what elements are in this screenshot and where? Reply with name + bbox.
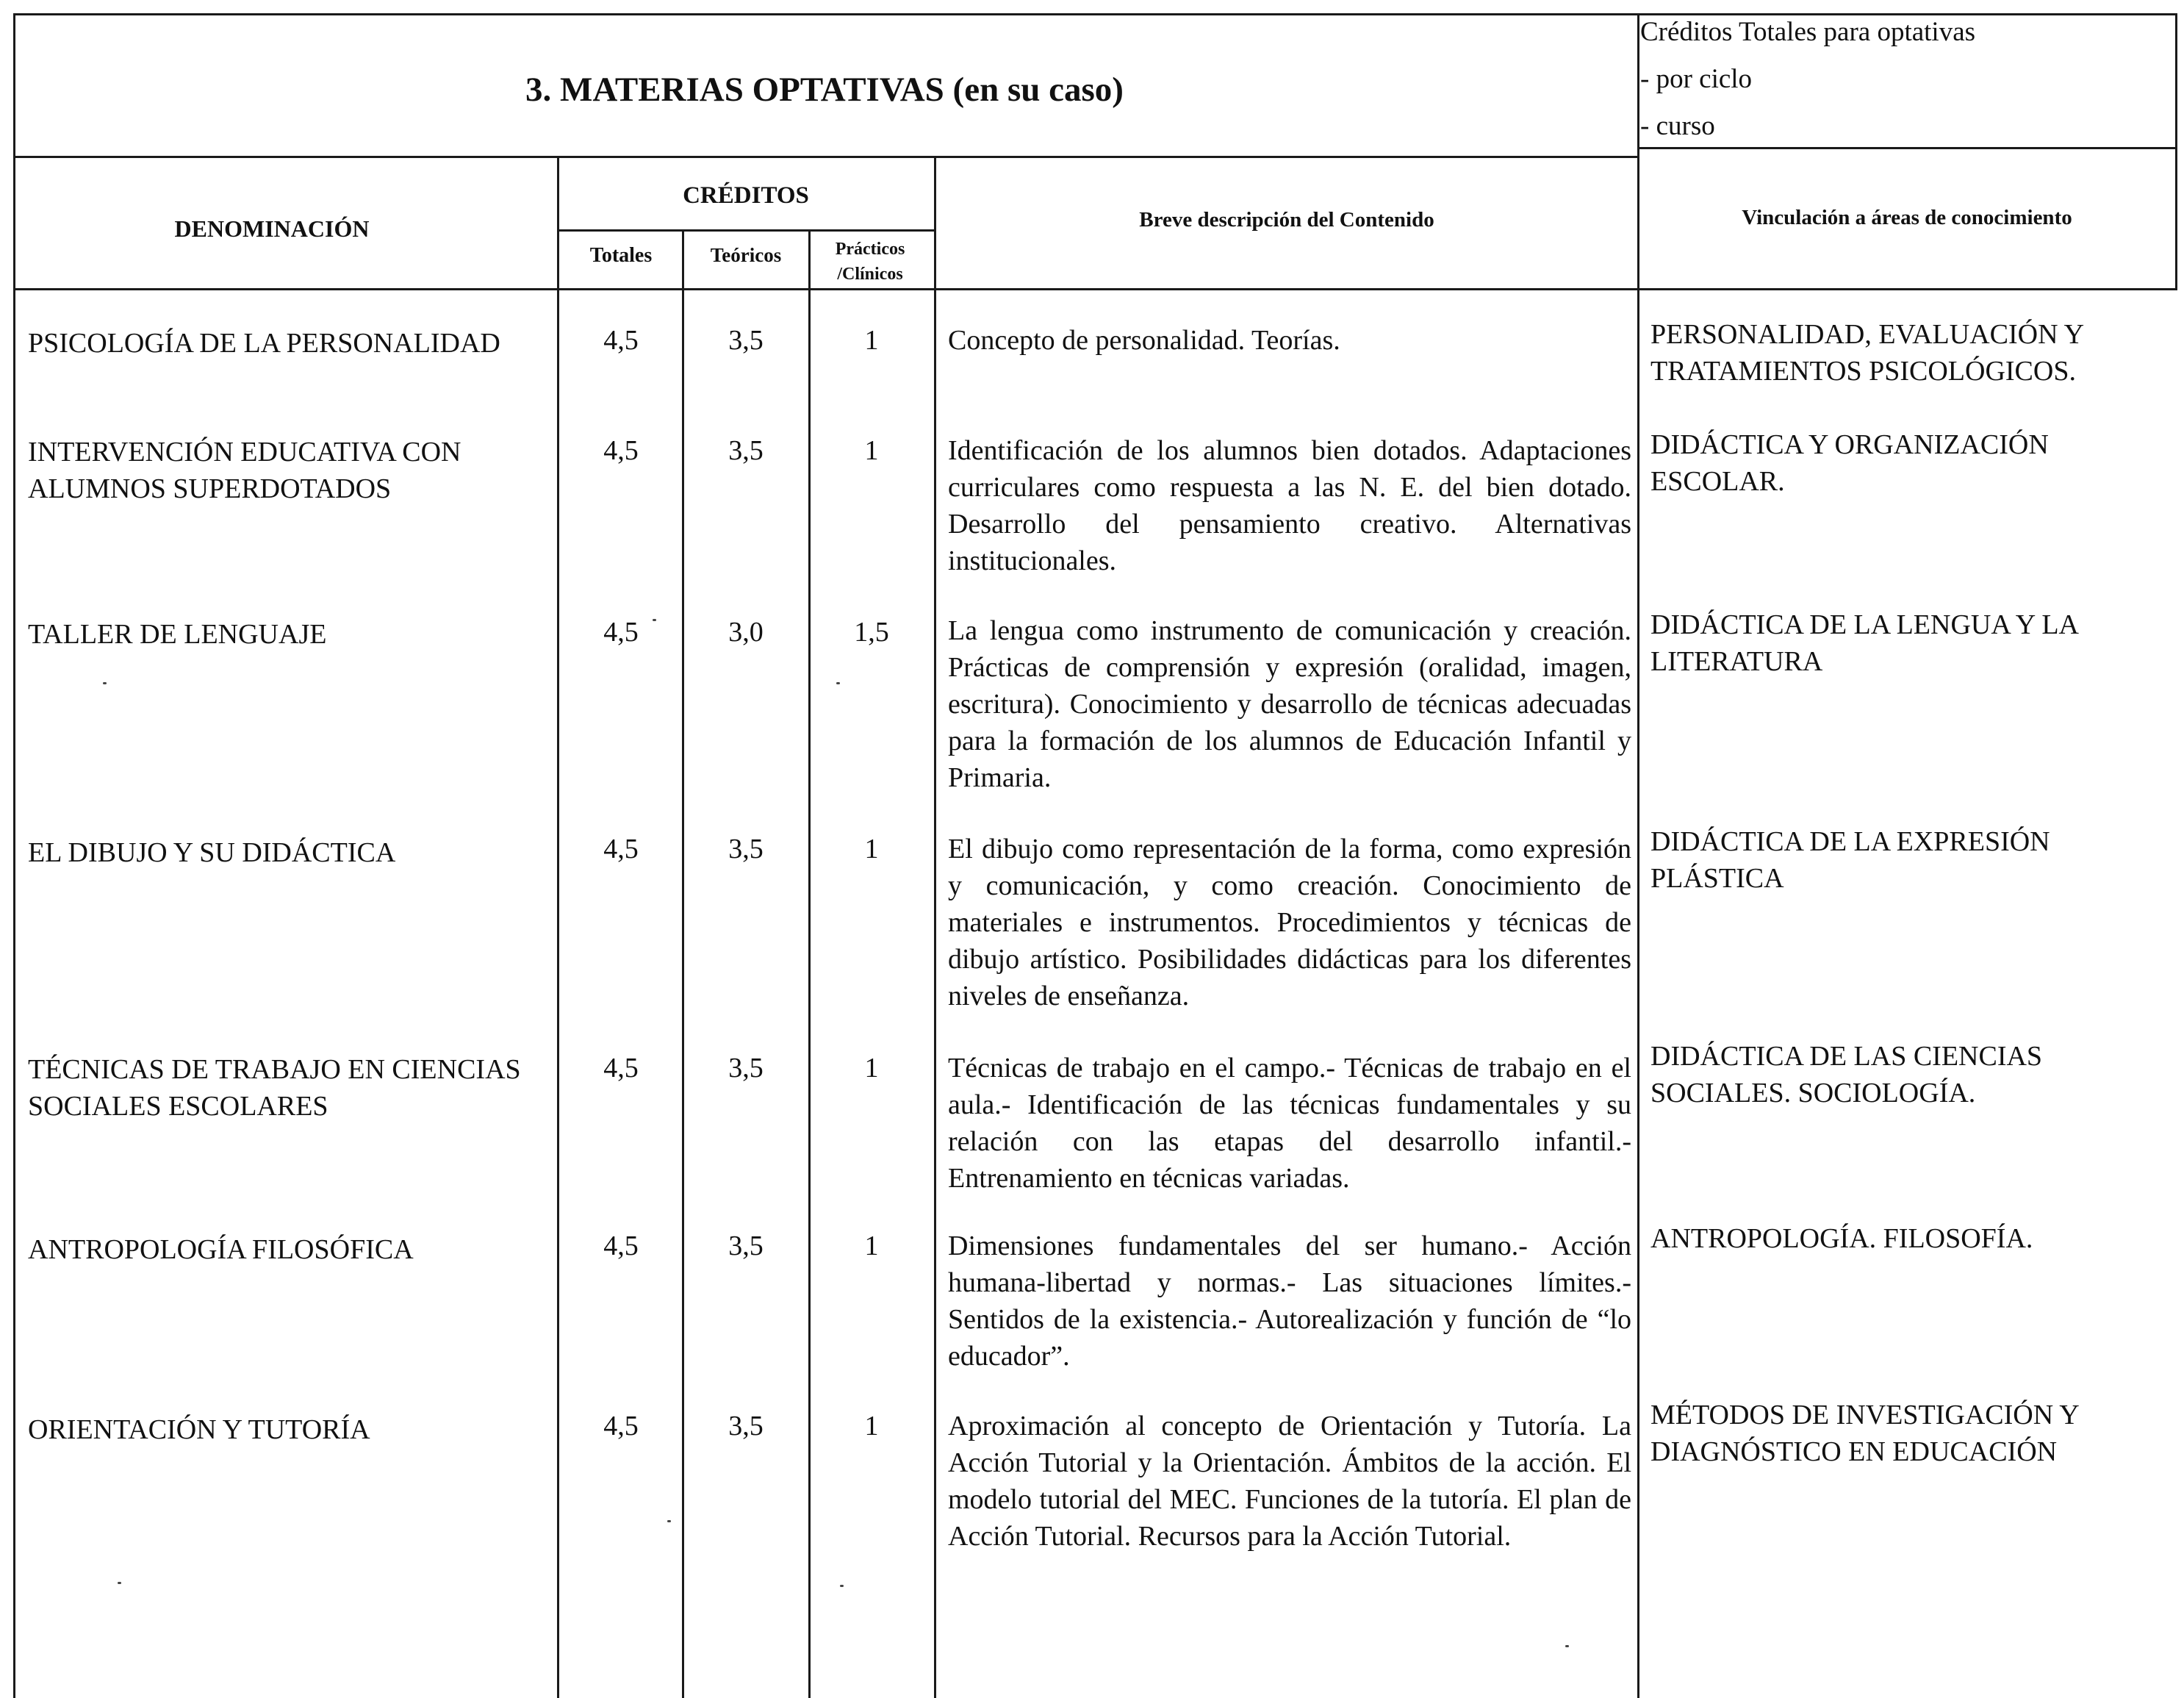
col-divider-teoricos [682,229,684,1698]
table-row-description: Identificación de los alumnos bien dotados. Adaptaciones curriculares como respuesta a las N. E. del bien dotado. Desarrollo del pensamiento creativo. Alternativas institucionales. [948,435,1631,576]
table-row-name: TALLER DE LENGUAJE [28,619,327,650]
table-row-area: ANTROPOLOGÍA. FILOSOFÍA. [1650,1223,2033,1254]
header-denominacion: DENOMINACIÓN [174,215,370,242]
credits-box-heading: Créditos Totales para optativas [1640,17,1976,47]
header-teoricos: Teóricos [710,244,782,266]
table-row-totales: 4,5 [603,617,639,648]
table-row-totales: 4,5 [603,1230,639,1261]
table-row-description: La lengua como instrumento de comunicación y creación. Prácticas de comprensión y expresión (oralidad, imagen, escritura). Conocimiento y desarrollo de técnicas adecuadas para la formación de los alumnos de Educación Infantil y Primaria. [948,615,1631,793]
table-row-totales: 4,5 [603,1053,639,1083]
scan-speck [103,682,107,684]
header-descripcion: Breve descripción del Contenido [1139,208,1434,232]
table-row-name: EL DIBUJO Y SU DIDÁCTICA [28,837,396,868]
right-border [2175,13,2177,289]
table-row-area: PERSONALIDAD, EVALUACIÓN Y TRATAMIENTOS PSICOLÓGICOS. [1650,319,2083,387]
table-row-name: INTERVENCIÓN EDUCATIVA CON ALUMNOS SUPERDOTADOS [28,437,461,504]
title-bottom-border [13,156,1637,158]
table-row-totales: 4,5 [603,435,639,466]
table-row-description: Técnicas de trabajo en el campo.- Técnicas de trabajo en el aula.- Identificación de las técnicas fundamentales y su relación con las etapas del desarrollo infantil.- Entrenamiento en técnicas variadas. [948,1053,1631,1194]
table-row-teoricos: 3,5 [728,1053,764,1083]
table-row-practicos: 1 [864,325,879,356]
optional-credits-box [1640,9,2169,150]
col-divider-vinculacion [1637,13,1639,1698]
table-row-practicos: 1 [864,435,879,466]
scan-speck [118,1582,121,1584]
table-row-practicos: 1 [864,1411,879,1441]
table-row-practicos: 1 [864,834,879,864]
table-row-name: PSICOLOGÍA DE LA PERSONALIDAD [28,328,500,359]
table-row-teoricos: 3,0 [728,617,764,648]
header-totales: Totales [589,244,653,267]
scan-speck [1565,1645,1569,1647]
table-row-practicos: 1 [864,1230,879,1261]
table-row-area: DIDÁCTICA DE LAS CIENCIAS SOCIALES. SOCIOLOGÍA. [1650,1041,2043,1108]
table-row-description: El dibujo como representación de la forma, como expresión y comunicación, y como creación. Conocimiento de materiales e instrumentos. Procedimientos y técnicas de dibujo artístico. Posibilidades didácticas para los diferentes niveles de enseñanza. [948,834,1631,1011]
table-row-practicos: 1 [864,1053,879,1083]
header-practicos: Prácticos /Clínicos [835,240,905,284]
scan-speck [836,682,840,684]
table-row-totales: 4,5 [603,1411,639,1441]
col-divider-totales [557,156,559,1698]
table-row-teoricos: 3,5 [728,1230,764,1261]
table-row-totales: 4,5 [603,325,639,356]
table-row-totales: 4,5 [603,834,639,864]
table-row-description: Aproximación al concepto de Orientación y Tutoría. La Acción Tutorial y la Orientación. Ámbitos de la acción. El modelo tutorial del MEC. Funciones de la tutoría. El plan de Acción Tutorial. Recursos para la Acción Tutorial. [948,1411,1631,1552]
table-row-area: DIDÁCTICA DE LA LENGUA Y LA LITERATURA [1650,609,2077,677]
header-vinculacion: Vinculación a áreas de conocimiento [1742,206,2072,229]
table-row-name: TÉCNICAS DE TRABAJO EN CIENCIAS SOCIALES ESCOLARES [28,1054,521,1122]
col-divider-practicos [808,229,811,1698]
table-row-area: DIDÁCTICA Y ORGANIZACIÓN ESCOLAR. [1650,429,2049,497]
left-border [13,13,15,1698]
credits-box-per-course: - curso [1640,111,1715,141]
table-row-area: DIDÁCTICA DE LA EXPRESIÓN PLÁSTICA [1650,826,2050,894]
table-row-teoricos: 3,5 [728,834,764,864]
header-bottom-border [13,288,2177,290]
table-row-practicos: 1,5 [854,617,889,648]
table-row-teoricos: 3,5 [728,1411,764,1441]
section-title: 3. MATERIAS OPTATIVAS (en su caso) [525,71,1124,109]
col-divider-descripcion [934,156,936,1698]
table-row-name: ANTROPOLOGÍA FILOSÓFICA [28,1234,414,1265]
table-row-description: Concepto de personalidad. Teorías. [948,325,1340,356]
credits-box-per-cycle: - por ciclo [1640,64,1753,94]
scan-speck [840,1585,844,1587]
table-row-name: ORIENTACIÓN Y TUTORÍA [28,1414,370,1445]
scan-speck [667,1520,671,1522]
header-creditos: CRÉDITOS [683,182,809,209]
table-row-description: Dimensiones fundamentales del ser humano.- Acción humana-libertad y normas.- Las situaciones límites.- Sentidos de la existencia.- Autorealización y función de “lo educador”. [948,1230,1631,1372]
scan-speck [653,619,656,621]
table-row-teoricos: 3,5 [728,435,764,466]
creditos-divider [557,229,934,232]
table-row-teoricos: 3,5 [728,325,764,356]
table-row-area: MÉTODOS DE INVESTIGACIÓN Y DIAGNÓSTICO EN EDUCACIÓN [1650,1400,2079,1467]
